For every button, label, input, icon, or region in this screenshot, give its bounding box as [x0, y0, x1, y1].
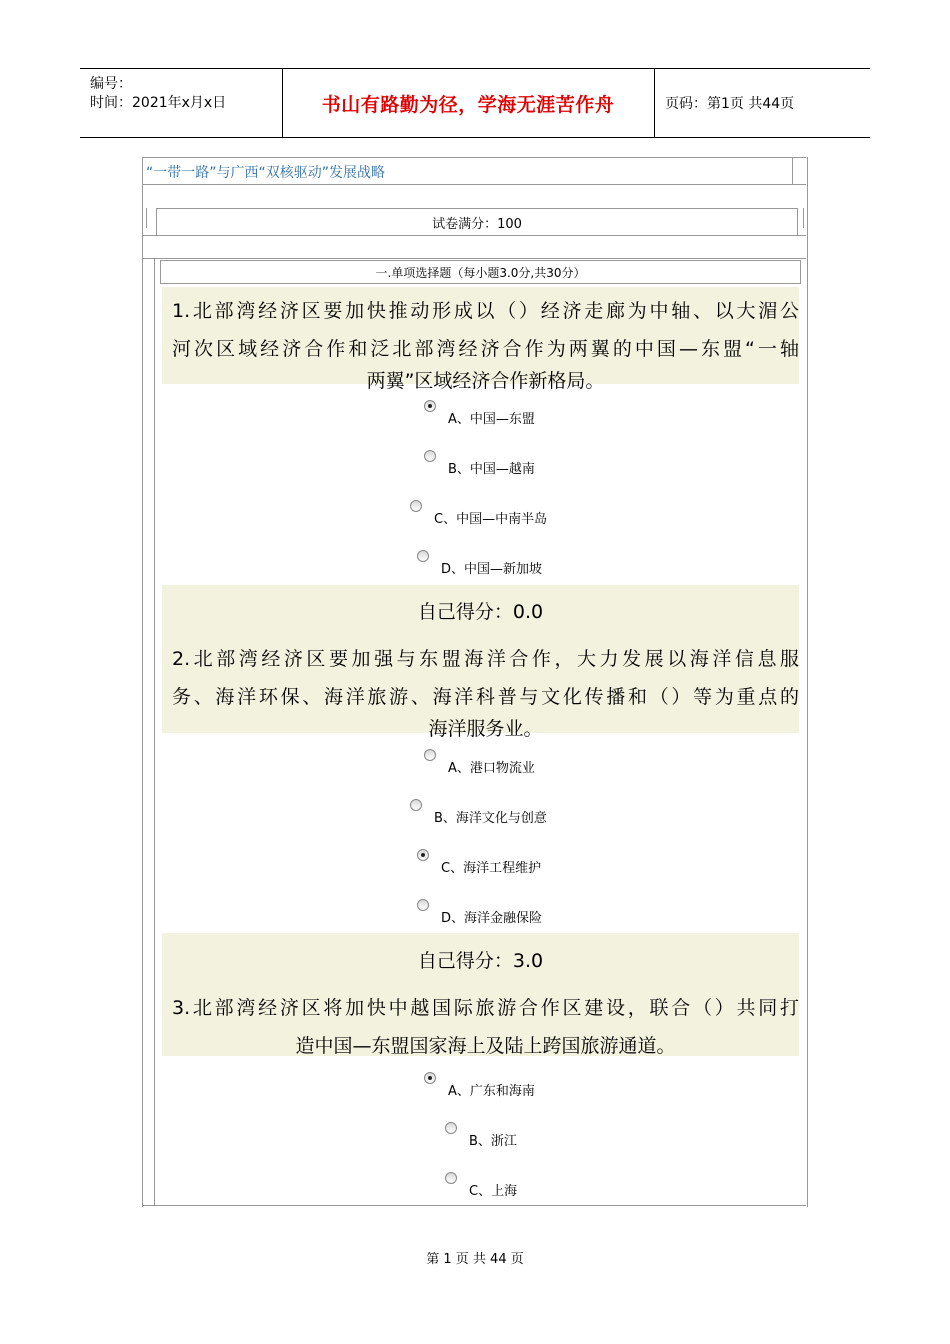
time-label: 时间：2021年x月x日	[90, 95, 227, 111]
option-label: A、广东和海南	[448, 1084, 535, 1099]
option[interactable]	[424, 408, 535, 427]
radio-icon[interactable]	[410, 799, 422, 811]
radio-icon[interactable]	[424, 450, 436, 462]
exam-title-row	[142, 157, 806, 185]
radio-selected-icon[interactable]	[417, 849, 429, 861]
radio-icon[interactable]	[424, 749, 436, 761]
question-line: 海洋服务业。	[428, 718, 543, 740]
header-page-cell	[655, 69, 870, 137]
option-label: B、海洋文化与创意	[434, 811, 547, 826]
question-line: 务、海洋环保、海洋旅游、海洋科普与文化传播和（）等为重点的	[172, 686, 799, 708]
full-score: 试卷满分：100	[432, 216, 522, 232]
option-label: C、上海	[469, 1184, 518, 1199]
motto: 书山有路勤为径，学海无涯苦作舟	[321, 93, 615, 116]
question-line: 3.北部湾经济区将加快中越国际旅游合作区建设，联合（）共同打	[172, 997, 799, 1019]
option-label: B、浙江	[469, 1134, 517, 1149]
page-footer: 第 1 页 共 44 页	[426, 1252, 524, 1267]
title-separator	[792, 158, 793, 184]
score-line: 自己得分：0.0	[417, 601, 544, 623]
option[interactable]	[417, 907, 542, 926]
option[interactable]	[410, 807, 547, 826]
option-label: A、中国—东盟	[448, 412, 535, 427]
radio-icon[interactable]	[410, 500, 422, 512]
option[interactable]	[424, 757, 535, 776]
divider	[142, 1205, 806, 1206]
radio-icon[interactable]	[417, 550, 429, 562]
radio-icon[interactable]	[417, 899, 429, 911]
option[interactable]	[424, 1080, 535, 1099]
question-line: 造中国—东盟国家海上及陆上跨国旅游通道。	[295, 1035, 676, 1057]
inner-border	[154, 258, 155, 1205]
document-header	[80, 68, 870, 138]
question-text	[172, 989, 799, 1065]
number-label: 编号：	[90, 76, 132, 92]
option[interactable]	[445, 1130, 517, 1149]
radio-icon[interactable]	[445, 1172, 457, 1184]
option[interactable]	[417, 558, 542, 577]
option-label: C、中国—中南半岛	[434, 512, 548, 527]
page-info: 页码：第1页 共44页	[665, 96, 795, 112]
divider	[142, 235, 806, 236]
question-text	[172, 640, 799, 742]
frame-mark-right	[803, 208, 804, 228]
radio-selected-icon[interactable]	[424, 400, 436, 412]
option-label: D、海洋金融保险	[441, 911, 543, 926]
full-score-box	[156, 208, 798, 236]
section-header	[160, 260, 801, 284]
question-line: 河次区域经济合作和泛北部湾经济合作为两翼的中国—东盟“一轴	[172, 338, 799, 360]
section-title: 一.单项选择题（每小题3.0分,共30分）	[375, 265, 586, 280]
question-line: 两翼”区域经济合作新格局。	[366, 370, 605, 392]
question-text	[172, 292, 799, 394]
header-meta-cell	[80, 69, 283, 137]
option[interactable]	[417, 857, 541, 876]
option-label: A、港口物流业	[448, 761, 535, 776]
option[interactable]	[445, 1180, 517, 1199]
header-motto-cell	[282, 69, 655, 137]
score-line: 自己得分：3.0	[417, 950, 544, 972]
exam-title: “一带一路”与广西“双核驱动”发展战略	[146, 165, 386, 181]
question-line: 2.北部湾经济区要加强与东盟海洋合作，大力发展以海洋信息服	[172, 648, 799, 670]
frame-mark-left	[146, 208, 147, 228]
option-label: C、海洋工程维护	[441, 861, 542, 876]
question-line: 1.北部湾经济区要加快推动形成以（）经济走廊为中轴、以大湄公	[172, 300, 799, 322]
divider	[142, 258, 806, 259]
radio-selected-icon[interactable]	[424, 1072, 436, 1084]
radio-icon[interactable]	[445, 1122, 457, 1134]
option[interactable]	[410, 508, 547, 527]
option-label: D、中国—新加坡	[441, 562, 543, 577]
option-label: B、中国—越南	[448, 462, 535, 477]
option[interactable]	[424, 458, 535, 477]
